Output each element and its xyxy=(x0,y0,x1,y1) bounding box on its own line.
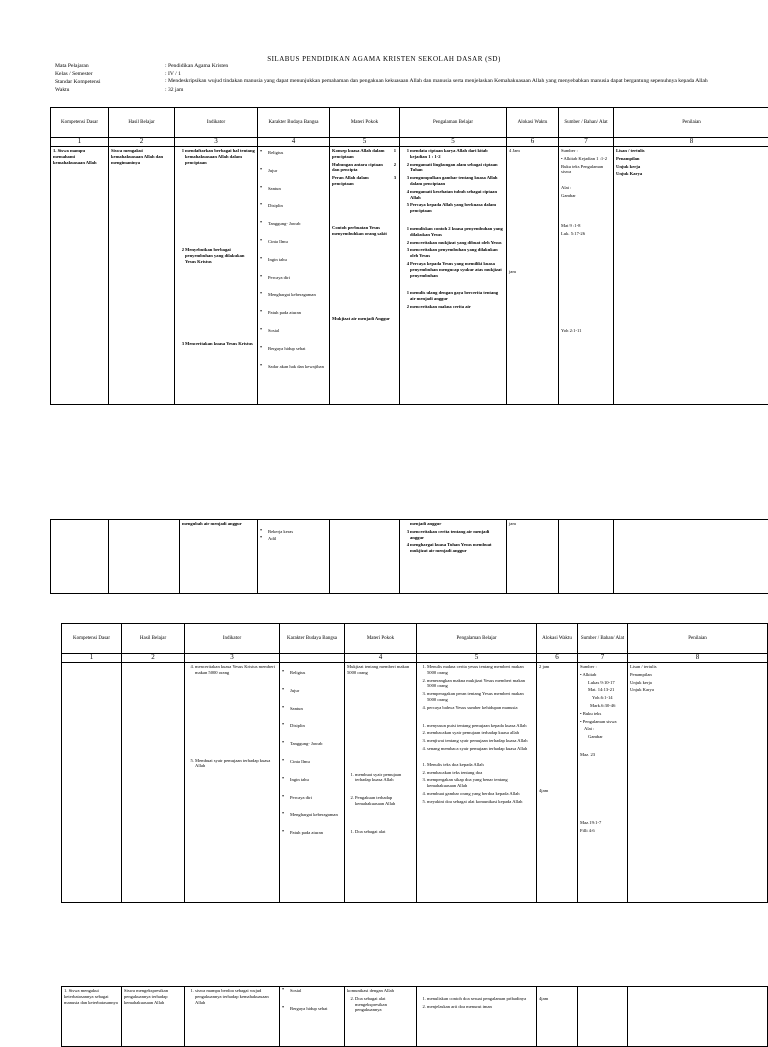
indikator-cell xyxy=(175,147,258,405)
col-header: Hasil Belajar xyxy=(122,624,185,654)
list-item: Contoh perbuatan Yesus menyembuhkan orang sakit xyxy=(332,225,397,237)
col-number: 5 xyxy=(330,138,400,147)
list-item: 1. Menulis teks doa kepada Allah xyxy=(419,762,534,768)
list-item: 4. menceritakan kuasa Yesus Kristus memberi makan 5000 orang xyxy=(187,664,277,676)
col-header: Karakter Budaya Bangsa xyxy=(258,108,330,138)
table-row xyxy=(51,520,768,594)
list-item: Peran Allah dalam penciptaan 3 xyxy=(332,175,397,187)
meta-row-class xyxy=(55,70,725,78)
penilaian-cell: Lisan / tertulis Penampilan Unjuk kerja Unjuk Karya xyxy=(628,663,768,903)
list-item: • Religius xyxy=(282,670,342,676)
list-item: • Percaya diri xyxy=(260,275,327,281)
karakter-cell xyxy=(280,987,345,1047)
col-header: Alokasi Waktu xyxy=(537,624,578,654)
indikator-cell xyxy=(185,987,280,1047)
col-number: 4 xyxy=(345,654,417,663)
list-item: Konsep kuasa Allah dalam penciptaan 1 xyxy=(332,148,397,160)
list-item: • Jujur xyxy=(260,168,327,174)
col-number: 8 xyxy=(614,138,768,147)
col-header: Materi Pokok xyxy=(345,624,417,654)
col-number: 3 xyxy=(185,654,280,663)
list-item: menjadi anggur xyxy=(402,521,504,527)
header-row xyxy=(51,108,768,138)
col-number: 8 xyxy=(628,654,768,663)
list-item: • Cinta Ilmu xyxy=(260,239,327,245)
list-item: 2 menceritakan makna cerita air xyxy=(402,304,504,310)
col-number: 5 xyxy=(417,654,537,663)
list-item: Mukjizat air menjadi Anggur xyxy=(332,316,397,322)
list-item: 5. meyakini doa sebagai alat komunikasi kepada Allah xyxy=(419,799,534,805)
meta-value: : 32 jam xyxy=(165,86,725,94)
meta-value: : Mendeskripsikan wujud tindakan manusia yang dapat menunjukkan pemahaman dan pengakuan kekuasaan Allah dan manusia serta menjelaskan Kemahakuasaan Allah yang menyebabkan manusia dapat bergantung sepenuhnya kepada Allah xyxy=(165,78,725,86)
meta-key: Mata Pelajaran xyxy=(55,62,165,70)
list-item: • Santun xyxy=(260,186,327,192)
meta-key: Kelas / Semester xyxy=(55,70,165,78)
pengalaman-cell xyxy=(400,147,507,405)
list-item: 4 mengamati kesehatan tubuh sebagai ciptaan Allah xyxy=(402,189,504,201)
materi-cell xyxy=(345,987,417,1047)
list-item: 2 menceritakan mukjizat yang dibuat oleh Yesus xyxy=(402,240,504,246)
list-item: 3. menjiwai tentang syair pemujaan terhadap kuasa Allah xyxy=(419,738,534,744)
list-item: 3. memperagakan peran tentang Yesus memberi makan 5000 orang xyxy=(419,691,534,703)
materi-cell xyxy=(330,520,400,594)
hasil-cell xyxy=(109,520,180,594)
list-item: • Tanggung- Jawab xyxy=(282,741,342,747)
col-number: 4 xyxy=(258,138,330,147)
list-item: 1 menulis ulang dengan gaya bercerita tentang air menjadi anggur xyxy=(402,290,504,302)
col-header: Pengalaman Belajar xyxy=(417,624,537,654)
list-item: 4. percaya bahwa Yesus sumber kehidupan manusia xyxy=(419,705,534,711)
pengalaman-cell xyxy=(417,987,537,1047)
list-item: • Disiplin xyxy=(260,203,327,209)
table-row xyxy=(62,663,768,903)
list-item: • Patuh pada aturan xyxy=(260,310,327,316)
number-row xyxy=(62,654,768,663)
meta-key: Waktu xyxy=(55,86,165,94)
meta-value: : Pendidikan Agama Kristen xyxy=(165,62,725,70)
meta-value: : IV / 1 xyxy=(165,70,725,78)
materi-cell xyxy=(345,663,417,903)
list-item: 1. menuliskan contoh doa sesuai pengalaman pribadinya xyxy=(419,996,534,1002)
col-header: Alokasi Waktu xyxy=(507,108,559,138)
col-number: 2 xyxy=(109,138,175,147)
col-header: Pengalaman Belajar xyxy=(400,108,507,138)
list-item: 3 menceritakan penyembuhan yang dilakukan oleh Yesus xyxy=(402,247,504,259)
list-item: 2. Pengakuan terhadap kemahakuasaan Allah xyxy=(347,795,414,807)
karakter-cell xyxy=(258,147,330,405)
col-number: 6 xyxy=(537,654,578,663)
header-row xyxy=(62,624,768,654)
syllabus-meta xyxy=(55,62,725,94)
list-item: 4 menghargai kuasa Tuhan Yesus membuat mukjizat air menjadi anggur xyxy=(402,542,504,554)
alokasi-cell: jam xyxy=(507,520,559,594)
list-item: 4. membuat gambar orang yang berdoa kepada Allah xyxy=(419,791,534,797)
meta-row-time xyxy=(55,86,725,94)
list-item: 4 Percaya kepada Yesus yang memiliki kuasa penyembuhan mengucap syukur atas mukjizat penyembuhan xyxy=(402,261,504,278)
document-title: SILABUS PENDIDIKAN AGAMA KRISTEN SEKOLAH DASAR (SD) xyxy=(0,55,768,63)
list-item: • Bergaya hidup sehat xyxy=(260,346,327,352)
col-header: Penilaian xyxy=(614,108,768,138)
sumber-cell xyxy=(578,987,628,1047)
syllabus-table-2 xyxy=(50,519,768,594)
penilaian-cell: Lisan / tertulis Penampilan Unjuk kerja Unjuk Karya xyxy=(614,147,768,405)
syllabus-table-3 xyxy=(61,623,768,903)
alokasi-cell: 2 jam 4jam xyxy=(537,663,578,903)
col-header: Indikator xyxy=(185,624,280,654)
list-item: 3 mengumpulkan gambar tentang kuasa Allah dalam penciptaan xyxy=(402,175,504,187)
col-header: Indikator xyxy=(175,108,258,138)
list-item: 1. menyusun puisi tentang pemujaan kepada kuasa Allah xyxy=(419,723,534,729)
list-item: 1. Doa sebagai alat xyxy=(347,829,414,835)
col-header: Sumber / Bahan/ Alat xyxy=(559,108,614,138)
meta-key: Standar Kompetensi xyxy=(55,78,165,86)
penilaian-cell xyxy=(614,520,768,594)
kd-cell xyxy=(51,520,109,594)
list-item: • Percaya diri xyxy=(282,795,342,801)
hasil-cell: Siswa mengekspresikan pengakuannya terhadap kemahakuasaan Allah xyxy=(122,987,185,1047)
list-item: 2. menerangkan makna mukjizat Yesus memberi makan 5000 orang xyxy=(419,678,534,690)
col-number xyxy=(280,654,345,663)
col-header: Kompetensi Dasar xyxy=(51,108,109,138)
karakter-cell xyxy=(258,520,330,594)
list-item: Mukjizat tentang memberi makan 5000 orang xyxy=(347,664,414,676)
list-item: 2 mengamati lingkungan alam sebagai ciptaan Tuhan xyxy=(402,162,504,174)
kd-cell: 1. Siswa mengakui keterbatasannya sebagai manusia dan keterbatasannya xyxy=(62,987,122,1047)
list-item: • Bergaya hidup sehat xyxy=(282,1006,342,1012)
penilaian-cell xyxy=(628,987,768,1047)
alokasi-cell: 4jam xyxy=(537,987,578,1047)
list-item: Hubungan antara ciptaan dan pencipta 2 xyxy=(332,162,397,174)
hasil-cell xyxy=(122,663,185,903)
karakter-cell xyxy=(280,663,345,903)
sumber-cell xyxy=(559,520,614,594)
list-item: • Menghargai keberagaman xyxy=(260,292,327,298)
list-item: 2. membacakan syair pemujaan terhadap kuasa allah xyxy=(419,730,534,736)
list-item: komunikasi dengan Allah xyxy=(347,988,414,994)
indikator-cell: mengubah air menjadi anggur xyxy=(180,520,258,594)
col-number: 7 xyxy=(559,138,614,147)
list-item: 1. siswa mampu berdoa sebagai wujud pengakuannya terhadap kemahakuasaan Allah xyxy=(187,988,277,1005)
sumber-cell: Sumber : • Alkitab Lukas 9:10-17 Mat. 14:13-21 Yoh.6:1-14 Mark.6:30-46 • Buku teks • Pengalaman siswa Alat : Gambar Maz. 23 Maz.19:1-7 Filli 4:6 xyxy=(578,663,628,903)
syllabus-table-1 xyxy=(50,107,768,405)
list-item: • Tanggung- Jawab xyxy=(260,221,327,227)
table-row xyxy=(51,147,768,405)
list-item: 4. senang membaca syair pemujaan terhadap kuasa Allah xyxy=(419,746,534,752)
col-header: Kompetensi Dasar xyxy=(62,624,122,654)
list-item: 2. Doa sebagai alat mengekspresikan pengakuannya xyxy=(347,996,414,1013)
syllabus-table-4 xyxy=(61,986,768,1047)
list-item: • Sadar akan hak dan kewajiban xyxy=(260,364,327,370)
list-item: 2 Menyebutkan berbagai penyembuhan yang dilakukan Yesus Kristus xyxy=(177,247,255,264)
list-item: • Jujur xyxy=(282,688,342,694)
pengalaman-cell xyxy=(417,663,537,903)
list-item: • Ingin tahu xyxy=(260,257,327,263)
list-item: • Religius xyxy=(260,150,327,156)
list-item: 1 mendaftarkan berbagai hal tentang kemahakuasaan Allah dalam penciptaan xyxy=(177,148,255,165)
list-item: 5 Percaya kepada Allah yang berkuasa dalam penciptaan xyxy=(402,202,504,214)
col-number: 7 xyxy=(578,654,628,663)
col-number: 1 xyxy=(62,654,122,663)
list-item: 1. Menulis makna cerita yesus tentang memberi makan 5000 orang xyxy=(419,664,534,676)
col-number: 2 xyxy=(122,654,185,663)
col-header: Hasil Belajar xyxy=(109,108,175,138)
list-item: • Sosial xyxy=(260,328,327,334)
list-item: 1 mendata ciptaan karya Allah dari kitab kejadian 1 : 1-2 xyxy=(402,148,504,160)
col-header: Sumber / Bahan/ Alat xyxy=(578,624,628,654)
col-number: 6 xyxy=(507,138,559,147)
list-item: • Cinta Ilmu xyxy=(282,759,342,765)
list-item: • Patuh pada aturan xyxy=(282,830,342,836)
hasil-cell: Siswa mengakui kemahakuasaan Allah dan mengimaninya xyxy=(109,147,175,405)
list-item: • Bekerja keras xyxy=(260,529,327,535)
list-item: 5. Membuat syair pemujaan terhadap kuasa Allah xyxy=(187,758,277,770)
list-item: • Menghargai keberagaman xyxy=(282,812,342,818)
list-item: • Disiplin xyxy=(282,723,342,729)
col-number: 3 xyxy=(175,138,258,147)
kd-cell xyxy=(62,663,122,903)
col-number: 1 xyxy=(51,138,109,147)
col-number: 5 xyxy=(400,138,507,147)
list-item: 3. mempergakan sikap doa yang benar tentang kemahakuasaan Allah xyxy=(419,777,534,789)
kd-cell: 1. Siswa mampu memahami kemahakuasaan Allah xyxy=(51,147,109,405)
alokasi-cell: 4 Jam jam xyxy=(507,147,559,405)
list-item: 2. membacakan teks tentang doa xyxy=(419,770,534,776)
materi-cell xyxy=(330,147,400,405)
pengalaman-cell xyxy=(400,520,507,594)
list-item: 1 menuliskan contoh 2 kuasa penyembuhan yang dilakukan Yesus xyxy=(402,226,504,238)
col-header: Penilaian xyxy=(628,624,768,654)
col-header: Karakter Budaya Bangsa xyxy=(280,624,345,654)
list-item: • Adil xyxy=(260,536,327,542)
col-header: Materi Pokok xyxy=(330,108,400,138)
indikator-cell xyxy=(185,663,280,903)
number-row xyxy=(51,138,768,147)
list-item: • Sosial xyxy=(282,988,342,994)
meta-row-standard xyxy=(55,78,725,86)
sumber-cell: Sumber : • Alkitab Kejadian 1 :1-2 Buku teks Pengalaman siswa Alat : Gambar Mat 9 :1-8 Luk. 5:17-26 Yoh 2:1-11 xyxy=(559,147,614,405)
list-item: 2. menjelaskan arti doa menurut iman xyxy=(419,1004,534,1010)
meta-row-subject xyxy=(55,62,725,70)
list-item: • Santun xyxy=(282,706,342,712)
list-item: 1. membuat syair pemujaan terhadap kuasa Allah xyxy=(347,772,414,784)
list-item: 3 menceritakan cerita tentang air menjadi anggur xyxy=(402,529,504,541)
list-item: • Ingin tahu xyxy=(282,777,342,783)
table-row xyxy=(62,987,768,1047)
list-item: 3 Menceritakan kuasa Yesus Kristus xyxy=(177,341,255,347)
